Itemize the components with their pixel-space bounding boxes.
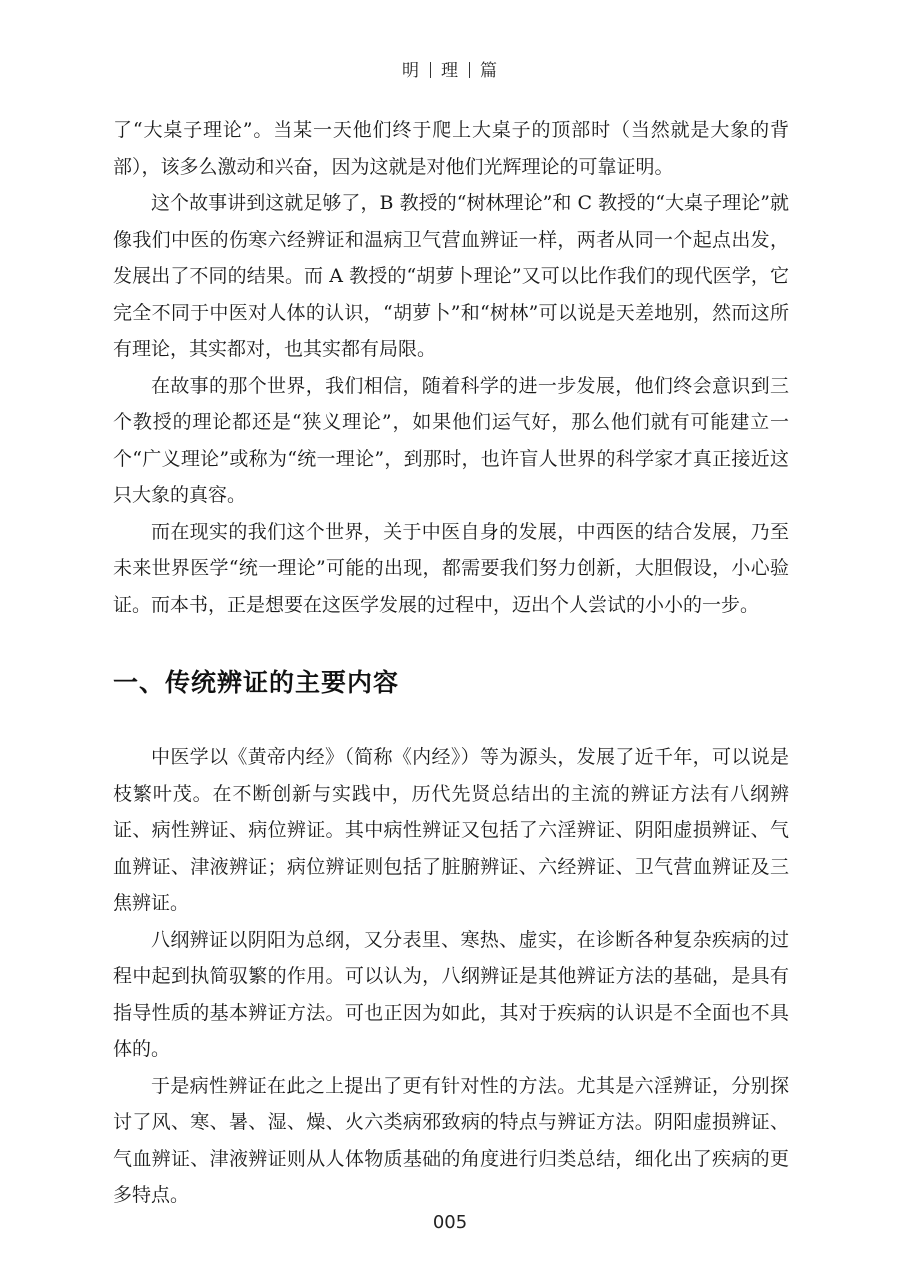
running-header-part: 理 [441,61,459,81]
page-number: 005 [432,1212,468,1233]
paragraph: 中医学以《黄帝内经》（简称《内经》）等为源头，发展了近千年，可以说是枝繁叶茂。在不断创新与实践中，历代先贤总结出的主流的辨证方法有八纲辨证、病性辨证、病位辨证。其中病性辨证又包括了六淫辨证、阴阳虚损辨证、气血辨证、津液辨证；病位辨证则包括了脏腑辨证、六经辨证、卫气营血辨证及三焦辨证。 [113,746,789,914]
running-header-part: 篇 [480,61,498,81]
running-header [0,56,900,81]
paragraph: 在故事的那个世界，我们相信，随着科学的进一步发展，他们终会意识到三个教授的理论都还是“狭义理论”，如果他们运气好，那么他们就有可能建立一个“广义理论”或称为“统一理论”，到那时，也许盲人世界的科学家才真正接近这只大象的真容。 [113,374,789,506]
header-separator [469,62,470,78]
header-separator [430,62,431,78]
section-heading: 一、传统辨证的主要内容 [113,668,400,697]
running-header-part: 明 [402,61,420,81]
page-body [113,112,789,1214]
paragraph: 于是病性辨证在此之上提出了更有针对性的方法。尤其是六淫辨证，分别探讨了风、寒、暑、湿、燥、火六类病邪致病的特点与辨证方法。阴阳虚损辨证、气血辨证、津液辨证则从人体物质基础的角度进行归类总结，细化出了疾病的更多特点。 [113,1074,789,1206]
paragraph: 这个故事讲到这就足够了，B 教授的“树林理论”和 C 教授的“大桌子理论”就像我们中医的伤寒六经辨证和温病卫气营血辨证一样，两者从同一个起点出发，发展出了不同的结果。而 A 教授的“胡萝卜理论”又可以比作我们的现代医学，它完全不同于中医对人体的认识，“胡萝卜”和“树林”可以说是天差地别，然而这所有理论，其实都对，也其实都有局限。 [113,192,789,360]
paragraph-continued: 了“大桌子理论”。当某一天他们终于爬上大桌子的顶部时（当然就是大象的背部），该多么激动和兴奋，因为这就是对他们光辉理论的可靠证明。 [113,119,789,178]
paragraph: 而在现实的我们这个世界，关于中医自身的发展，中西医的结合发展，乃至未来世界医学“统一理论”可能的出现，都需要我们努力创新，大胆假设，小心验证。而本书，正是想要在这医学发展的过程中，迈出个人尝试的小小的一步。 [113,520,789,616]
paragraph: 八纲辨证以阴阳为总纲，又分表里、寒热、虚实，在诊断各种复杂疾病的过程中起到执简驭繁的作用。可以认为，八纲辨证是其他辨证方法的基础，是具有指导性质的基本辨证方法。可也正因为如此，其对于疾病的认识是不全面也不具体的。 [113,928,789,1060]
